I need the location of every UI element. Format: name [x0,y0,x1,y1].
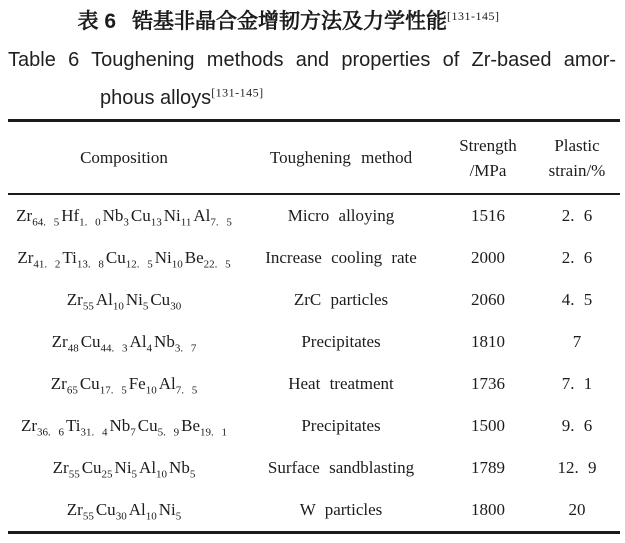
cell-toughening-method: W particles [299,500,383,519]
col-header-composition: Composition [80,147,168,167]
element-with-subscript: $Nb_{3. 7}$ [154,332,197,355]
table-row [8,447,620,489]
caption-zh-label: 表 6 [77,10,116,33]
table-caption-en [0,41,625,117]
table-row [8,489,620,533]
caption-en-citation: [131-145] [211,85,264,100]
element-with-subscript: $Ni_5$ [158,500,182,523]
cell-toughening-method: Micro alloying [287,206,395,225]
col-header-plastic-line1: Plastic [554,135,600,155]
cell-strength-mpa: 1516 [471,206,505,225]
cell-composition [8,321,240,363]
element-with-subscript: $Zr_{65}$ [50,374,78,397]
caption-zh-citation: [131-145] [447,9,500,23]
element-with-subscript: $Ti_{31. 4}$ [66,416,108,439]
caption-en-line2 [100,79,625,117]
table-row [8,237,620,279]
cell-strength-mpa: 2060 [471,290,505,309]
table-row [8,279,620,321]
cell-composition [8,279,240,321]
element-with-subscript: $Nb_3$ [102,206,129,229]
caption-en-label: Table 6 [8,49,80,71]
element-with-subscript: $Ti_{13. 8}$ [62,248,104,271]
cell-toughening-method: Precipitates [301,416,381,435]
element-with-subscript: $Al_{7. 5}$ [158,374,198,397]
element-with-subscript: $Al_{10}$ [139,458,168,481]
element-with-subscript: $Ni_5$ [114,458,138,481]
cell-composition [8,363,240,405]
header-row [8,121,620,195]
element-with-subscript: $Nb_5$ [169,458,196,481]
element-with-subscript: $Al_4$ [129,332,153,355]
cell-plastic-strain: 2. 6 [561,206,593,225]
cell-plastic-strain: 20 [568,500,586,519]
element-with-subscript: $Fe_{10}$ [128,374,157,397]
element-with-subscript: $Cu_{13}$ [130,206,162,229]
element-with-subscript: $Zr_{36. 6}$ [20,416,64,439]
table-row [8,321,620,363]
element-with-subscript: $Zr_{64. 5}$ [16,206,60,229]
element-with-subscript: $Zr_{41. 2}$ [17,248,61,271]
element-with-subscript: $Al_{10}$ [128,500,157,523]
cell-strength-mpa: 1800 [471,500,505,519]
element-with-subscript: $Cu_{17. 5}$ [79,374,127,397]
cell-plastic-strain: 7 [572,332,582,351]
element-with-subscript: $Hf_{1. 0}$ [61,206,101,229]
element-with-subscript: $Cu_{30}$ [95,500,127,523]
cell-strength-mpa: 1736 [471,374,505,393]
element-with-subscript: $Nb_7$ [109,416,136,439]
cell-composition [8,194,240,237]
col-header-strength-line1: Strength [459,135,517,155]
element-with-subscript: $Cu_{30}$ [150,290,182,313]
col-header-plastic-line2: strain/% [548,160,606,180]
element-with-subscript: $Cu_{44. 3}$ [80,332,128,355]
cell-plastic-strain: 7. 1 [561,374,593,393]
element-with-subscript: $Al_{10}$ [95,290,124,313]
element-with-subscript: $Ni_{11}$ [163,206,192,229]
cell-toughening-method: Surface sandblasting [267,458,415,477]
cell-strength-mpa: 2000 [471,248,505,267]
element-with-subscript: $Zr_{55}$ [66,290,94,313]
cell-plastic-strain: 9. 6 [561,416,593,435]
caption-en-line1 [8,41,616,79]
cell-composition [8,237,240,279]
cell-plastic-strain: 2. 6 [561,248,593,267]
element-with-subscript: $Ni_5$ [125,290,149,313]
cell-toughening-method: Precipitates [301,332,381,351]
cell-toughening-method: Heat treatment [288,374,394,393]
element-with-subscript: $Cu_{12. 5}$ [105,248,153,271]
element-with-subscript: $Cu_{5. 9}$ [137,416,180,439]
element-with-subscript: $Zr_{48}$ [51,332,79,355]
element-with-subscript: $Be_{19. 1}$ [181,416,228,439]
cell-toughening-method: ZrC particles [293,290,389,309]
cell-plastic-strain: 4. 5 [561,290,593,309]
cell-strength-mpa: 1500 [471,416,505,435]
element-with-subscript: $Zr_{55}$ [66,500,94,523]
element-with-subscript: $Al_{7. 5}$ [193,206,232,229]
table-caption-zh [0,8,625,35]
element-with-subscript: $Be_{22. 5}$ [184,248,231,271]
col-header-strength [442,121,534,195]
cell-strength-mpa: 1810 [471,332,505,351]
cell-plastic-strain: 12. 9 [557,458,597,477]
element-with-subscript: $Zr_{55}$ [52,458,80,481]
cell-composition [8,405,240,447]
table-row [8,405,620,447]
table-row [8,363,620,405]
cell-composition [8,489,240,533]
toughening-methods-table [8,119,620,534]
col-header-plastic-strain [534,121,620,195]
caption-zh-title: 锆基非晶合金增韧方法及力学性能 [132,10,447,33]
cell-strength-mpa: 1789 [471,458,505,477]
col-header-method: Toughening method [269,147,413,167]
cell-composition [8,447,240,489]
col-header-strength-line2: /MPa [469,160,507,180]
table-row [8,194,620,237]
caption-en-text: Toughening methods and properties of Zr-based amor- [91,49,617,71]
caption-en-text-continued: phous alloys [100,87,212,109]
element-with-subscript: $Ni_{10}$ [154,248,183,271]
cell-toughening-method: Increase cooling rate [265,248,417,267]
element-with-subscript: $Cu_{25}$ [81,458,113,481]
